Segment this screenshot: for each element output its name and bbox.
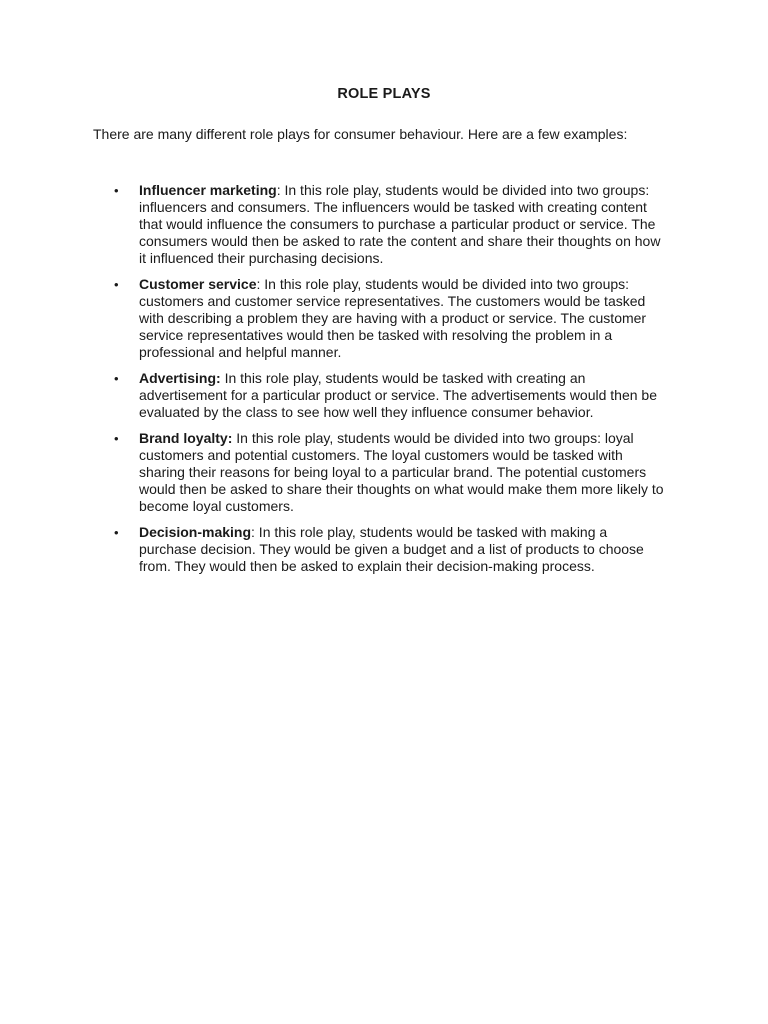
item-separator: : bbox=[256, 276, 261, 292]
item-term: Brand loyalty: bbox=[139, 430, 233, 446]
list-item-text bbox=[139, 524, 666, 575]
list-item-text bbox=[139, 370, 666, 421]
item-description: In this role play, students would be tasked with creating an advertisement for a particular product or service. The advertisements would then be evaluated by the class to see how well they influence consumer behavior. bbox=[139, 370, 657, 420]
list-item-text bbox=[139, 430, 666, 515]
bullet-icon: • bbox=[114, 431, 119, 446]
item-term: Decision-making bbox=[139, 524, 252, 540]
bullet-icon: • bbox=[114, 183, 119, 198]
list-item-text bbox=[139, 276, 666, 361]
intro-paragraph: There are many different role plays for consumer behaviour. Here are a few examples: bbox=[93, 126, 628, 142]
item-term: Customer service bbox=[139, 276, 257, 292]
page-title: ROLE PLAYS bbox=[337, 86, 431, 102]
item-term: Influencer marketing bbox=[139, 182, 277, 198]
item-separator: : bbox=[251, 524, 255, 540]
role-play-list bbox=[0, 182, 768, 584]
list-item bbox=[0, 182, 768, 267]
bullet-icon: • bbox=[114, 277, 119, 292]
item-term: Advertising: bbox=[139, 370, 221, 386]
item-description: In this role play, students would be tasked with making a purchase decision. They would be given a budget and a list of products to choose from. They would then be asked to explain their decision-making process. bbox=[139, 524, 644, 574]
list-item bbox=[0, 430, 768, 515]
item-description: In this role play, students would be divided into two groups: customers and customer service representatives. The customers would be tasked with describing a problem they are having with a product or service. The customer service representatives would then be tasked with resolving the problem in a professional and helpful manner. bbox=[139, 276, 647, 360]
list-item bbox=[0, 276, 768, 361]
bullet-icon: • bbox=[114, 371, 119, 386]
list-item-text bbox=[139, 182, 666, 267]
item-separator: : bbox=[276, 182, 281, 198]
item-description: In this role play, students would be divided into two groups: influencers and consumers. The influencers would be tasked with creating content that would influence the consumers to purchase a particular product or service. The consumers would then be asked to rate the content and share their thoughts on how it influenced their purchasing decisions. bbox=[139, 182, 661, 266]
list-item bbox=[0, 370, 768, 421]
bullet-icon: • bbox=[114, 525, 119, 540]
item-description: In this role play, students would be divided into two groups: loyal customers and potential customers. The loyal customers would be tasked with sharing their reasons for being loyal to a particular brand. The potential customers would then be asked to share their thoughts on what would make them more likely to become loyal customers. bbox=[139, 430, 664, 514]
list-item bbox=[0, 524, 768, 575]
